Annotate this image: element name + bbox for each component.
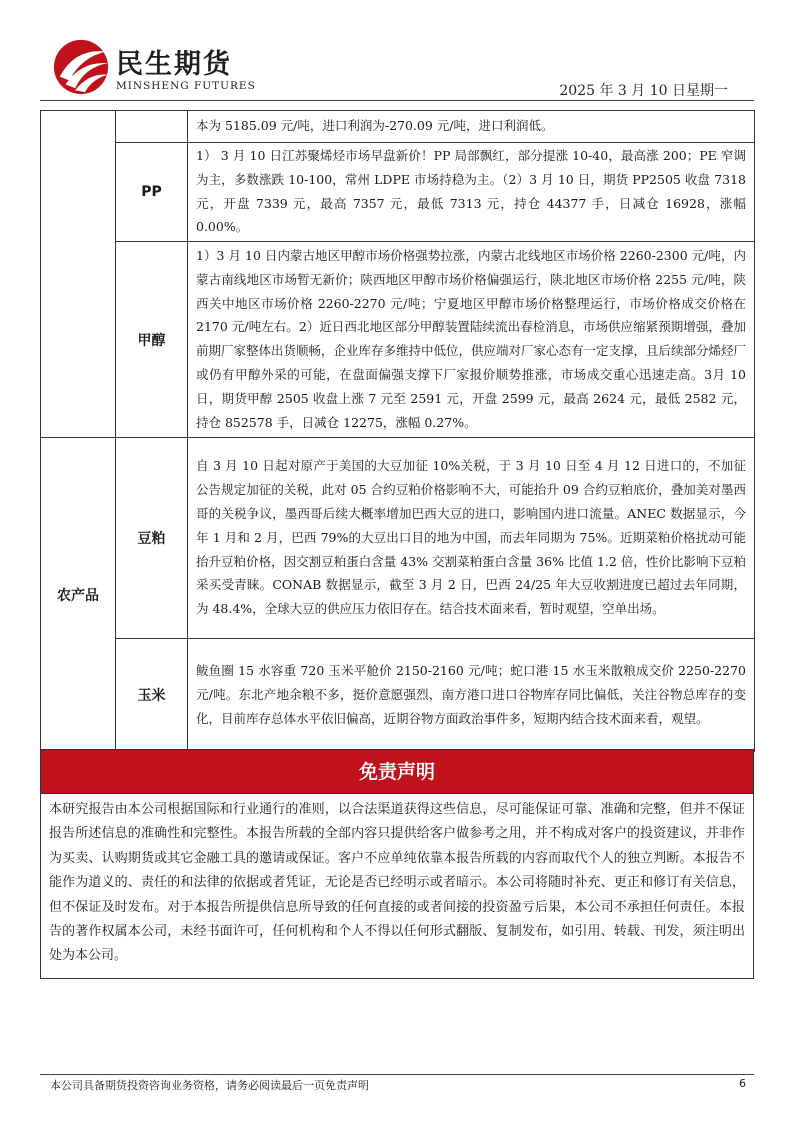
table-row: [41, 143, 755, 242]
category-label-agri: 农产品: [41, 438, 116, 752]
product-cell-empty: [116, 111, 188, 143]
table-row: [41, 111, 755, 143]
content-cell-soymeal: 自 3 月 10 日起对原产于美国的大豆加征 10%关税，于 3 月 10 日至 4 月 12 日进口的，不加征公告规定加征的关税，此对 05 合约豆粕价格影响不大，可能抬升 09 合约豆粕底价，叠加美对墨西哥的关税争议，墨西哥后续大概率增加巴西大豆的进口，影响国内进口流量。ANEC 数据显示，今年 1 月和 2 月，巴西 79%的大豆出口目的地为中国，而去年同期为 75%。近期菜粕价格扰动可能抬升豆粕价格，因交割豆粕蛋白含量 43% 交割菜粕蛋白含量 36% 比值 1.2 倍，性价比影响下豆粕采买受青睐。CONAB 数据显示，截至 3 月 2 日，巴西 24/25 年大豆收割进度已超过去年同期，为 48.4%，全球大豆的供应压力依旧存在。结合技术面来看，暂时观望，空单出场。: [188, 438, 755, 639]
minsheng-logo-icon: [52, 38, 110, 96]
report-date: 2025 年 3 月 10 日星期一: [559, 83, 728, 99]
footer-divider: [40, 1074, 754, 1075]
content-cell-continued: 本为 5185.09 元/吨，进口利润为-270.09 元/吨，进口利润低。: [188, 111, 755, 143]
content-cell-corn: 鲅鱼圈 15 水容重 720 玉米平舱价 2150-2160 元/吨；蛇口港 15 水玉米散粮成交价 2250-2270 元/吨。东北产地余粮不多，挺价意愿强烈，南方港口进口谷物库存同比偏低，关注谷物总库存的变化，目前库存总体水平依旧偏高，近期谷物方面政治事件多，短期内结合技术面来看，观望。: [188, 639, 755, 752]
table-row: [41, 438, 755, 639]
header-divider: [40, 100, 754, 101]
table-row: [41, 639, 755, 752]
page-header: [40, 36, 754, 102]
page-number: 6: [739, 1077, 746, 1090]
commodity-table: [40, 110, 755, 752]
brand-name-cn: 民生期货: [116, 49, 232, 80]
brand-name-en: MINSHENG FUTURES: [116, 80, 256, 92]
table-row: [41, 242, 755, 438]
content-cell-pp: 1） 3 月 10 日江苏聚烯烃市场早盘新价！PP 局部飘红，部分提涨 10-40，最高涨 200；PE 窄调为主，多数涨跌 10-100，常州 LDPE 市场持稳为主。（2）3 月 10 日，期货 PP2505 收盘 7318 元，开盘 7339 元，最高 7357 元，最低 7313 元，持仓 44377 手，日减仓 16928，涨幅 0.00%。: [188, 143, 755, 242]
content-cell-methanol: 1）3 月 10 日内蒙古地区甲醇市场价格强势拉涨，内蒙古北线地区市场价格 2260-2300 元/吨，内蒙古南线地区市场暂无新价；陕西地区甲醇市场价格偏强运行，陕北地区市场价格 2255 元/吨，陕西关中地区市场价格 2260-2270 元/吨；宁夏地区甲醇市场价格整理运行，市场价格成交价格在 2170 元/吨左右。2）近日西北地区部分甲醇装置陆续流出春检消息，市场供应缩紧预期增强，叠加前期厂家整体出货顺畅，企业库存多维持中低位，供应端对厂家心态有一定支撑，且后续部分烯烃厂或仍有甲醇外采的可能，在盘面偏强支撑下厂家报价顺势推涨，市场成交重心迅速走高。3月 10 日，期货甲醇 2505 收盘上涨 7 元至 2591 元，开盘 2599 元，最高 2624 元，最低 2582 元，持仓 852578 手，日减仓 12275，涨幅 0.27%。: [188, 242, 755, 438]
product-label-methanol: 甲醇: [116, 242, 188, 438]
category-cell-empty: [41, 111, 116, 438]
disclaimer-title: 免责声明: [40, 749, 754, 794]
product-label-soymeal: 豆粕: [116, 438, 188, 639]
product-label-corn: 玉米: [116, 639, 188, 752]
footer-notice: 本公司具备期货投资咨询业务资格，请务必阅读最后一页免责声明: [50, 1079, 369, 1092]
product-label-pp: PP: [116, 143, 188, 242]
disclaimer-text: 本研究报告由本公司根据国际和行业通行的准则，以合法渠道获得这些信息，尽可能保证可靠、准确和完整，但并不保证报告所述信息的准确性和完整性。本报告所载的全部内容只提供给客户做参考之用，并不构成对客户的投资建议，并非作为买卖、认购期货或其它金融工具的邀请或保证。客户不应单纯依靠本报告所载的内容而取代个人的独立判断。本报告不能作为道义的、责任的和法律的依据或者凭证，无论是否已经明示或者暗示。本公司将随时补充、更正和修订有关信息，但不保证及时发布。对于本报告所提供信息所导致的任何直接的或者间接的投资盈亏后果，本公司不承担任何责任。本报告的著作权属本公司，未经书面许可，任何机构和个人不得以任何形式翻版、复制发布，如引用、转载、刊发，须注明出处为本公司。: [40, 793, 754, 979]
